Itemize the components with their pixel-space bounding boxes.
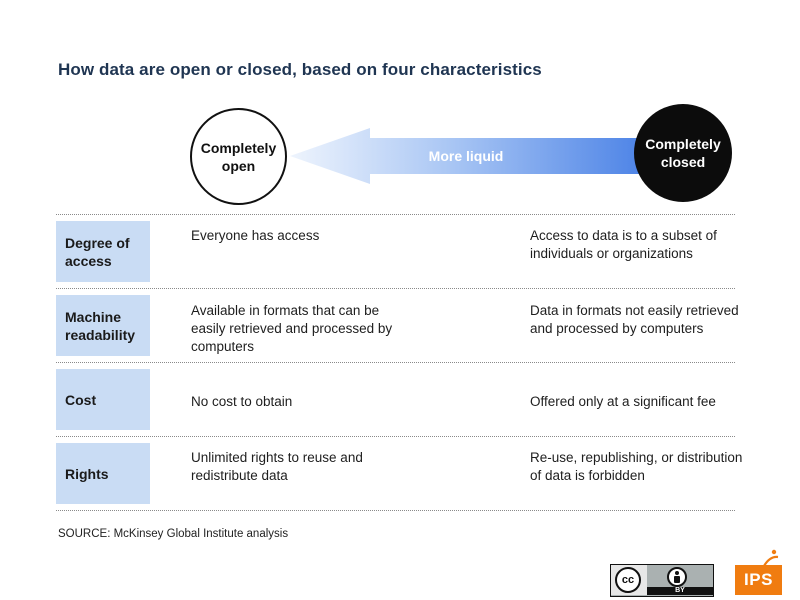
row-label-text: Cost — [65, 391, 97, 408]
row-divider — [56, 214, 735, 215]
attribution-icon-head — [675, 571, 679, 575]
cc-by-license-badge[interactable] — [610, 564, 714, 597]
creative-commons-icon: cc — [615, 567, 641, 593]
row-divider — [56, 436, 735, 437]
source-note: SOURCE: McKinsey Global Institute analysis — [58, 528, 289, 540]
closed-cell-readability: Data in formats not easily retrieved and processed by computers — [530, 303, 739, 336]
closed-cell-rights: Re-use, republishing, or distribution of data is forbidden — [530, 450, 743, 483]
row-divider — [56, 288, 735, 289]
row-divider — [56, 362, 735, 363]
completely-open-label: Completely open — [200, 139, 277, 174]
row-label-text: Rights — [65, 465, 109, 482]
row-divider — [56, 510, 735, 511]
attribution-icon-body — [674, 576, 680, 583]
open-cell-rights: Unlimited rights to reuse and redistribute data — [191, 450, 363, 483]
page-title: How data are open or closed, based on four characteristics — [58, 60, 542, 79]
cc-badge-left-panel — [611, 565, 647, 595]
open-cell-cost: No cost to obtain — [191, 394, 293, 409]
row-label-machine-readability — [56, 295, 150, 356]
by-label: BY — [647, 587, 713, 595]
row-label-degree-of-access — [56, 221, 150, 282]
closed-cell-access: Access to data is to a subset of individuals or organizations — [530, 228, 717, 261]
completely-closed-label: Completely closed — [645, 136, 721, 170]
closed-cell-cost: Offered only at a significant fee — [530, 394, 716, 409]
ips-logo: IPS — [735, 565, 782, 595]
row-label-cost — [56, 369, 150, 430]
open-cell-readability: Available in formats that can be easily retrieved and processed by computers — [191, 303, 393, 354]
row-label-text: Machine readability — [65, 308, 136, 343]
open-cell-access: Everyone has access — [191, 228, 320, 243]
row-label-text: Degree of access — [65, 234, 130, 269]
more-liquid-label: More liquid — [428, 148, 504, 164]
row-label-rights — [56, 443, 150, 504]
completely-closed-circle — [634, 104, 732, 202]
attribution-icon — [667, 567, 687, 587]
completely-open-circle — [190, 108, 287, 205]
